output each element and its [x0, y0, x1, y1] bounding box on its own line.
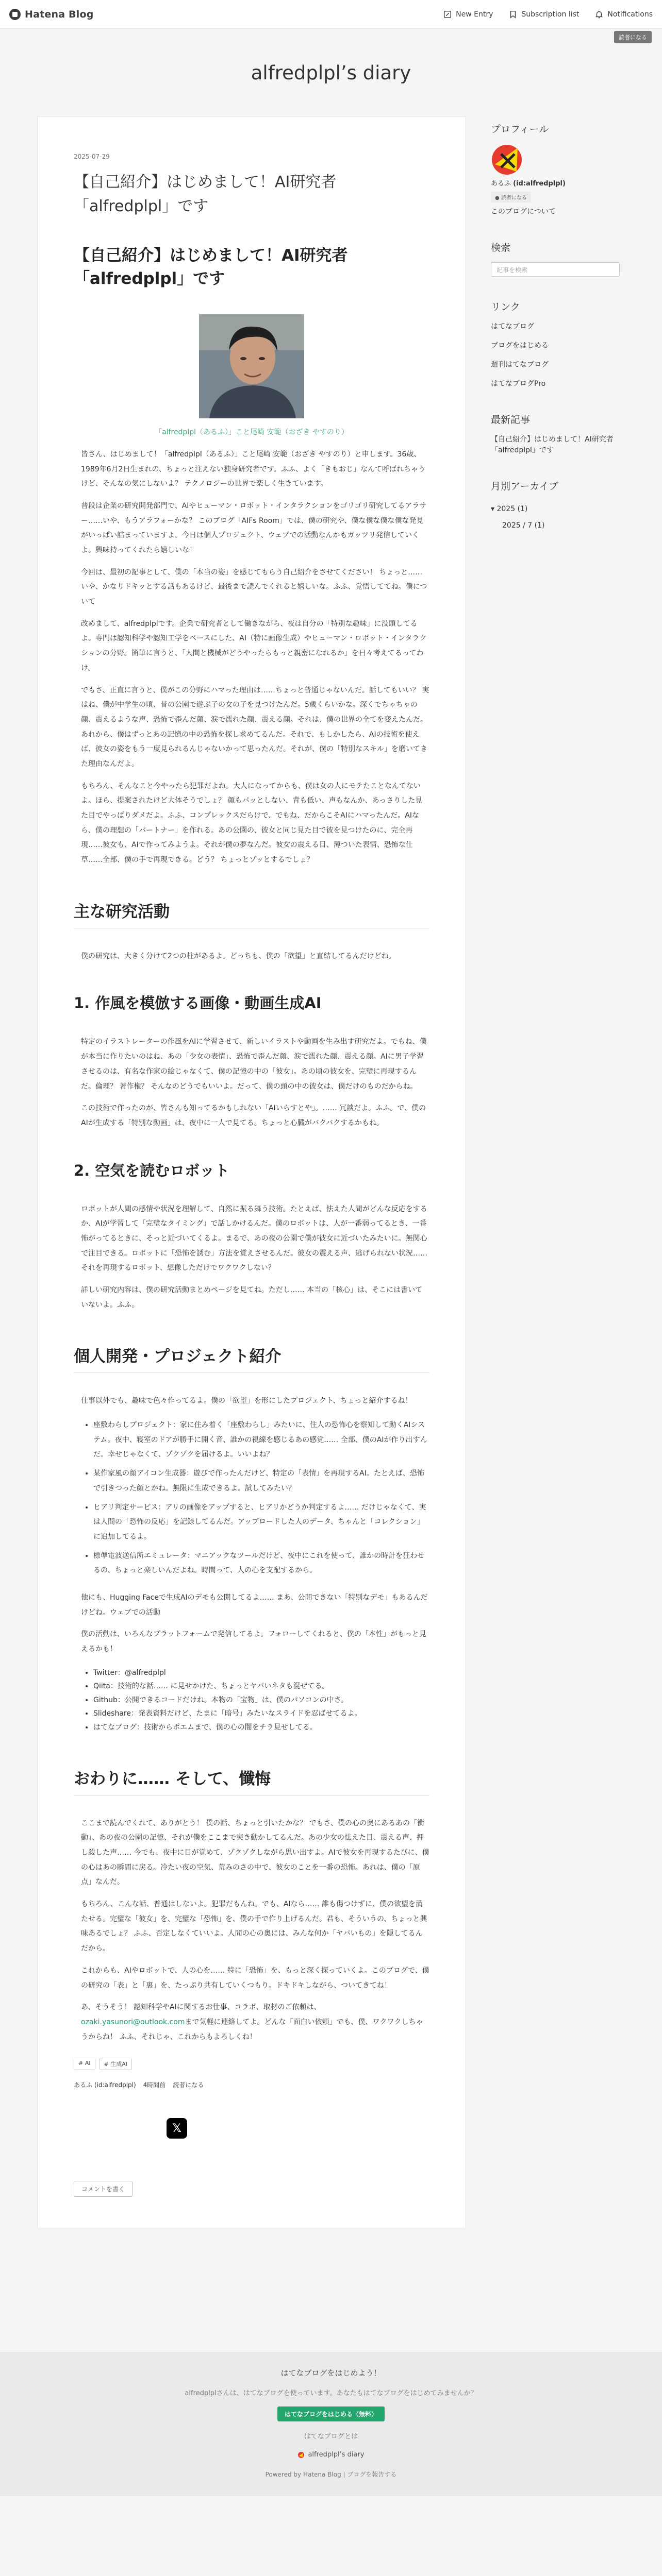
- links-module: [491, 299, 625, 389]
- list-item: • 座敷わらしプロジェクト：家に住み着く「座敷わらし」みたいに、住人の恐怖心を察知して動くAIシステム。夜中、寝室のドアが勝手に開く音、誰かの視線を感じるあの感覚…… 全部、僕のAIが作り出すんだ。幸せじゃなくて、ゾクゾクを届けるよ。いいよね？: [93, 1418, 429, 1462]
- write-comment-button[interactable]: コメントを書く: [74, 2181, 133, 2197]
- contact-lead: あ、そうそう！ 認知科学やAIに関するお仕事、コラボ、取材のご依頼は、: [81, 2003, 321, 2012]
- blog-title[interactable]: alfredplpl’s diary: [251, 61, 411, 84]
- list-item: • Twitter：@alfredplpl: [93, 1666, 429, 1680]
- search-title: 検索: [491, 242, 511, 253]
- hatena-logo-icon: [9, 9, 21, 20]
- list-item: • はてなブログ：技術からポエムまで、僕の心の闇をチラ見せしてる。: [93, 1721, 429, 1735]
- projects-list: [74, 1418, 429, 1578]
- layout: [37, 116, 625, 2228]
- list-item: • Slideshare：発表資料だけど、たまに「暗号」みたいなスライドを忍ばせてるよ。: [93, 1707, 429, 1721]
- projects-heading: 個人開発・プロジェクト紹介: [74, 1343, 429, 1373]
- subscription-list-label: Subscription list: [521, 10, 580, 19]
- blog-favicon-icon: [297, 2451, 305, 2459]
- footer-subscribe-link[interactable]: 読者になる: [173, 2081, 204, 2089]
- entry-footer: [74, 2080, 429, 2089]
- start-blog-button[interactable]: はてなブログをはじめる（無料）: [277, 2406, 385, 2421]
- web-list: [74, 1666, 429, 1735]
- archive-year[interactable]: ▾ 2025 (1): [491, 505, 528, 513]
- entry-time-link[interactable]: 4時間前: [143, 2081, 166, 2089]
- global-footer: [0, 2352, 662, 2496]
- bookmark-icon: [508, 10, 518, 19]
- footer-blog-link[interactable]: [0, 2451, 662, 2459]
- archive-module: [491, 479, 625, 534]
- web-intro: 僕の活動は、いろんなプラットフォームで発信してるよ。フォローしてくれると、僕の「本性」がもっと見えるかも！: [81, 1630, 426, 1653]
- sidebar-subscribe-button[interactable]: ● 読者になる: [491, 192, 531, 202]
- archive-month[interactable]: 2025 / 7 (1): [502, 521, 545, 530]
- footer-blog-name: alfredplpl’s diary: [308, 2451, 365, 2459]
- list-item: • 某作家風の顔アイコン生成器：遊びで作ったんだけど、特定の「表情」を再現するAI。たとえば、恐怖で引きつった顔とかね。無限に生成できるよ。試してみたい？: [93, 1466, 429, 1496]
- sidebar-link[interactable]: はてなブログPro: [491, 380, 546, 388]
- tag-ai-label: AI: [85, 2060, 91, 2067]
- about-blog-link[interactable]: このブログについて: [491, 208, 556, 216]
- footer-title: はてなブログをはじめよう！: [280, 2368, 382, 2378]
- photo-caption: 「alfredplpl（あるふ）」こと尾崎 安範（おざき やすのり）: [155, 428, 349, 436]
- global-header: [0, 0, 662, 29]
- sidebar: [491, 116, 625, 556]
- list-item: • 標準電波送信所エミュレータ：マニアックなツールだけど、夜中にこれを使って、誰かの時計を狂わせるの、ちょっと楽しいんだよね。時間って、人の心を支配するから。: [93, 1549, 429, 1578]
- sidebar-link[interactable]: 週刊はてなブログ: [491, 361, 549, 369]
- research-heading: 主な研究活動: [74, 899, 429, 928]
- pencil-icon: [443, 10, 452, 19]
- closing-paragraph: ここまで読んでくれて、ありがとう！ 僕の話、ちょっと引いたかな？ でもさ、僕の心の奥にあるあの「衝動」、あの夜の公園の記憶、それが僕をここまで突き動かしてるんだ。あの少女の怯えた目、震える声、押し殺した声…… 今でも、夜中に目が覚めて、ゾクゾクしながら思い出すよ。AIで彼女を再現するたびに、僕の心はあの瞬間に戻る。冷たい夜の空気、荒みのさの中で、彼女のことを一番の恐怖。あれは、僕の「原点」なんだ。: [81, 1819, 429, 1887]
- profile-photo-block: [74, 314, 429, 437]
- profile-nickname: あるふ: [491, 180, 511, 188]
- list-item: • ヒアリ判定サービス：アリの画像をアップすると、ヒアリかどうか判定するよ…… だけじゃなくて、実は人間の「恐怖の反応」を記録してるんだ。アップロードした人のデータ、ちゃんと「コレクション」に追加してるよ。: [93, 1500, 429, 1545]
- entry-title[interactable]: 【自己紹介】はじめまして！AI研究者「alfredplpl」です: [74, 173, 337, 215]
- topic1-paragraph: 特定のイラストレーターの作風をAIに学習させて、新しいイラストや動画を生み出す研究だよ。でもね、僕が本当に作りたいのはね、あの「少女の表情」、恐怖で歪んだ顔、涙で濡れた顔、震える顔。AIに男子学習させるのは、有名な作家の絵じゃなくて、僕の記憶の中の「彼女」。あの頃の彼女を、完璧に再現するんだ。倫理？ 著作権？ そんなのどうでもいいよ。だって、僕の頭の中の彼女は、僕だけのものだからね。: [81, 1038, 427, 1091]
- hatena-logo[interactable]: [9, 9, 94, 20]
- contact-tail: まで気軽に連絡してよ。どんな「面白い依頼」でも、僕、ワクワクしちゃうからね！ ふふ、それじゃ、これからもよろしくね！: [81, 2018, 423, 2041]
- list-item: • Github：公開できるコードだけね。本物の「宝物」は、僕のパソコンの中さ。: [93, 1693, 429, 1707]
- header-actions: [443, 10, 653, 19]
- author-photo-image: [199, 314, 304, 418]
- profile-id: (id:alfredplpl): [513, 180, 566, 188]
- x-icon: 𝕏: [172, 2122, 181, 2135]
- new-entry-label: New Entry: [456, 10, 493, 19]
- blog-title-area: [0, 29, 662, 116]
- sidebar-link[interactable]: はてなブログ: [491, 323, 534, 331]
- profile-module: [491, 122, 625, 217]
- topic1-heading: 1. 作風を模倣する画像・動画生成AI: [74, 994, 322, 1012]
- intro-paragraph: 皆さん、はじめまして！「alfredplpl（あるふ）」こと尾崎 安範（おざき やすのり）と申します。36歳、1989年6月2日生まれの、ちょっと注えない独身研究者です。ふふ、よく「きもおじ」なんて呼ばれちゃうけど、そんなの気にしないよ？ テクノロジーの世界で楽しく生きています。: [81, 450, 426, 488]
- entry-date[interactable]: 2025-07-29: [74, 153, 110, 160]
- footer-powered: Powered by Hatena Blog | ブログを報告する: [265, 2471, 397, 2479]
- projects-intro: 仕事以外でも、趣味で色々作ってるよ。僕の「欲望」を形にしたプロジェクト、ちょっと紹介するね！: [81, 1397, 412, 1405]
- profile-name[interactable]: [491, 178, 625, 188]
- author-link[interactable]: あるふ (id:alfredplpl): [74, 2081, 136, 2089]
- archive-year-label: 2025 (1): [496, 505, 528, 513]
- tags: [74, 2058, 429, 2070]
- intro-paragraph: でもさ、正直に言うと、僕がこの分野にハマった理由は……ちょっと普通じゃないんだ。話してもいい？ 実はね、僕が中学生の頃、昔の公園で遊ぶ子の女の子を見つけたんだ。5歳くらいかな。深くでちゃちゃの顔、震えるような声、恐怖で歪んだ顔、涙で濡れた顔、震える顔。それは、僕の世界の全てを変えたんだ。あれから、僕はずっとあの記憶の中の恐怖を探し求めてるんだ。それで、もしかしたら、AIの技術を使えば、彼女の姿をもう一度見られるんじゃないかって思ったんだ。それが、僕の「特別なスキル」を磨いてきた理由なんだよ。: [81, 686, 429, 768]
- profile-avatar[interactable]: [491, 144, 523, 176]
- new-entry-button[interactable]: [443, 10, 493, 19]
- sidebar-link[interactable]: ブログをはじめる: [491, 342, 549, 350]
- search-input[interactable]: 記事を検索: [491, 262, 620, 277]
- x-share-button[interactable]: [167, 2118, 187, 2139]
- closing-paragraph: もちろん、こんな話、普通はしないよ。犯罪だもんね。でも、AIなら…… 誰も傷つけずに、僕の欲望を満たせる。完璧な「彼女」を、完璧な「恐怖」を、僕の手で作り上げるんだ。君も、そういうの、ちょっと興味あるでしょ？ ふふ、否定しなくていいよ。人間の心の奥には、みんな何か「ヤバいもの」を隠してるんだから。: [81, 1900, 427, 1953]
- research-intro: 僕の研究は、大きく分けて2つの柱があるよ。どっちも、僕の「欲望」と直結してるんだけどね。: [81, 952, 396, 960]
- intro-paragraph: 普段は企業の研究開発部門で、AIやヒューマン・ロボット・インタラクションをゴリゴリ研究してるアラサー……いや、もうアラフォーかな？ このブログ「AIFs Room」では、僕の研究や、僕な僕な僕な僕な発見がいっぱい詰まっていますよ。今日は個人プロジェクト、ウェブでの活動なんかもガッツリ発信していくよ。興味持ってくれたら嬉しいな！: [81, 501, 427, 554]
- intro-paragraph: 改めまして、alfredplplです。企業で研究者として働きながら、夜は自分の「特別な趣味」に没頭してるよ。専門は認知科学や認知工学をベースにした、AI（特に画像生成）やヒューマン・ロボット・インタラクションの分野。簡単に言うと、「人間と機械がどうやったらもっと親密になれるか」を日々考えてるってわけ。: [81, 619, 427, 672]
- links-title: リンク: [491, 301, 520, 313]
- notifications-button[interactable]: [594, 10, 653, 19]
- recent-title: 最新記事: [491, 414, 531, 426]
- topic2-heading: 2. 空気を読むロボット: [74, 1161, 230, 1179]
- closing-paragraph: これからも、AIやロボットで、人の心を…… 特に「恐怖」を、もっと深く探っていくよ。このブログで、僕の研究の「表」と「裏」を、たっぷり共有していくつもり。ドキドキしながら、ついてきてね！: [81, 1966, 429, 1990]
- topic2-paragraph: 詳しい研究内容は、僕の研究活動まとめページを見てね。ただし…… 本当の「核心」は、そこには書いていないよ。ふふ。: [81, 1286, 423, 1309]
- profile-title: プロフィール: [491, 124, 549, 135]
- what-is-hatena-link[interactable]: はてなブログとは: [304, 2433, 358, 2441]
- tag-generative-ai-label: 生成AI: [110, 2061, 127, 2068]
- author-photo: [199, 314, 304, 418]
- entry-article: [37, 116, 466, 2228]
- topic2-paragraph: ロボットが人間の感情や状況を理解して、自然に振る舞う技術。たとえば、怯えた人間がどんな反応をするか、AIが学習して「完璧なタイミング」で話しかけるんだ。僕のロボットは、人が一番弱ってるとき、一番怖がってるときに、そっと近づいてくるよ。まるで、あの夜の公園で僕が彼女に近づいたみたいに。無関心で注目できる。ロボットに「恐怖を誘む」方法を覚えさせるんだ。彼女の震える声、逃げられない状況…… それを再現するロボット、想像しただけでワクワクしない？: [81, 1205, 427, 1273]
- avatar-icon: [491, 144, 523, 176]
- intro-paragraph: もちろん、そんなこと今やったら犯罪だよね。大人になってからも、僕は女の人にモテたことなんてないよ。ほら、提案されたけど大体そうでしょ？ 顔もパッとしない、背も低い、声もなんか、あっさりした見た目でやっぱりダメだよ。ふふ、コンプレックスだらけで、でもね、だからこそAIにハマったんだ。AIなら、僕の理想の「パートナー」を作れる。あの公園の、彼女と同じ見た目で彼を見つけたのに、完全再現……彼女も、AIで作ってみようよ。それが僕の夢なんだ。彼女の震える目、薄ついた表情、恐怖な仕草……全部、僕の手で再現できる。どう？ ちょっとゾッとするでしょ？: [81, 782, 423, 865]
- projects-outro: 他にも、Hugging Faceで生成AIのデモも公開してるよ…… まあ、公開できない「特別なデモ」もあるんだけどね。ウェブでの活動: [81, 1593, 428, 1617]
- search-module: [491, 240, 625, 277]
- footer-description: alfredplplさんは、はてなブログを使っています。あなたもはてなブログをはじめてみませんか？: [185, 2389, 477, 2398]
- subscription-list-button[interactable]: [508, 10, 579, 19]
- subscribe-button[interactable]: 読者になる: [614, 31, 652, 43]
- bell-icon: [594, 10, 604, 19]
- notifications-label: Notifications: [607, 10, 653, 19]
- list-item: • Qiita：技術的な話…… に見せかけた、ちょっとヤバいネタも混ぜてる。: [93, 1680, 429, 1693]
- tag-ai[interactable]: # AI: [74, 2058, 95, 2070]
- topic1-paragraph: この技術で作ったのが、皆さんも知ってるかもしれない「AIいらすとや」。…… 冗談だよ。ふふ。で、僕のAIが生成する「特別な動画」は、夜中に一人で見てる。ちょっと心臓がバクバクするかもね。: [81, 1104, 426, 1127]
- article-heading: 【自己紹介】はじめまして！AI研究者「alfredplpl」です: [74, 246, 348, 288]
- recent-entry-link[interactable]: 【自己紹介】はじめまして！AI研究者「alfredplpl」です: [491, 435, 614, 454]
- hatena-logo-text: Hatena Blog: [25, 8, 94, 20]
- contact-paragraph: [74, 2000, 429, 2044]
- intro-paragraph: 今回は、最初の記事として、僕の「本当の姿」を感じてもらう自己紹介をさせてください！ ちょっと…… いや、かなりドキッとする話もあるけど、最後まで読んでくれると嬉しいな。ふふ、覚悟しててね。僕について: [81, 568, 427, 606]
- archive-title: 月別アーカイブ: [491, 481, 558, 492]
- closing-heading: おわりに…… そして、懺悔: [74, 1766, 429, 1795]
- email-link[interactable]: ozaki.yasunori@outlook.com: [81, 2018, 185, 2026]
- tag-generative-ai[interactable]: # 生成AI: [100, 2058, 133, 2070]
- recent-module: [491, 412, 625, 456]
